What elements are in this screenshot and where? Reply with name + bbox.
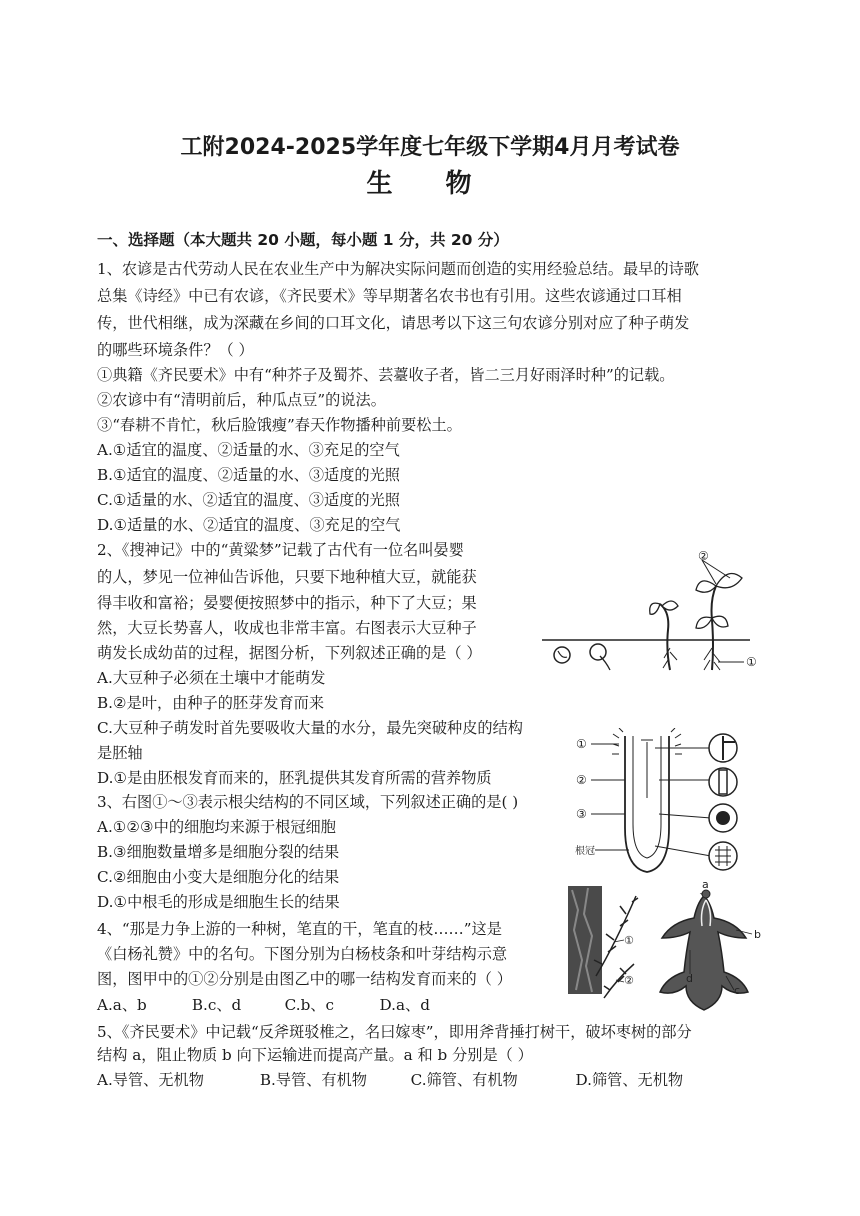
poplar-figure (566, 880, 772, 1030)
q3-option-b: B.③细胞数量增多是细胞分裂的结果 (97, 843, 340, 861)
label-branch-2: ② (624, 974, 634, 987)
q2-line: 2、《搜神记》中的“黄粱梦”记载了古代有一位名叫晏婴 (97, 541, 464, 559)
q3-option-a: A.①②③中的细胞均来源于根冠细胞 (97, 818, 336, 836)
seed-stage-3 (650, 601, 678, 670)
q2-line: 萌发长成幼苗的过程，据图分析，下列叙述正确的是（ ） (97, 644, 482, 662)
label-d: d (686, 972, 693, 985)
label-region-1: ① (576, 737, 587, 751)
q1-option-b: B.①适宜的温度、②适量的水、③适度的光照 (97, 466, 400, 484)
label-2: ② (698, 549, 709, 563)
label-c: c (734, 984, 741, 997)
q4-option-a: A.a、b (97, 996, 147, 1014)
q3-option-d: D.①中根毛的形成是细胞生长的结果 (97, 893, 340, 911)
q1-line: 总集《诗经》中已有农谚，《齐民要术》等早期著名农书也有引用。这些农谚通过口耳相 (97, 287, 682, 305)
q2-option-d: D.①是由胚根发育而来的，胚乳提供其发育所需的营养物质 (97, 769, 492, 787)
seed-stage-1 (554, 647, 570, 663)
subject-title: 生 物 (366, 169, 494, 199)
q2-line: 然，大豆长势喜人，收成也非常丰富。右图表示大豆种子 (97, 619, 477, 637)
q1-line: 1、农谚是古代劳动人民在农业生产中为解决实际问题而创造的实用经验总结。最早的诗歌 (97, 260, 699, 278)
label-b: b (754, 928, 761, 941)
root-tip-figure (575, 728, 765, 876)
q2-option-c: C.大豆种子萌发时首先要吸收大量的水分，最先突破种皮的结构 (97, 719, 523, 737)
q1-option-c: C.①适量的水、②适宜的温度、③适度的光照 (97, 491, 400, 509)
q1-option-a: A.①适宜的温度、②适量的水、③充足的空气 (97, 441, 400, 459)
label-a: a (702, 880, 709, 891)
q4-option-d: D.a、d (379, 996, 430, 1014)
q5-options (97, 1073, 683, 1088)
q5-option-a: A.导管、无机物 (97, 1071, 204, 1089)
q4-line: 《白杨礼赞》中的名句。下图分别为白杨枝条和叶芽结构示意 (97, 945, 508, 963)
label-region-3: ③ (576, 807, 587, 821)
q3-option-c: C.②细胞由小变大是细胞分化的结果 (97, 868, 340, 886)
section-heading: 一、选择题（本大题共 20 小题，每小题 1 分，共 20 分） (97, 231, 509, 249)
cell-zone-3 (709, 804, 737, 832)
cell-zone-2 (709, 768, 737, 796)
q4-option-b: B.c、d (191, 996, 242, 1014)
q4-line: 4、“那是力争上游的一种树，笔直的干，笔直的枝……”这是 (97, 920, 502, 938)
q2-line: 得丰收和富裕；晏婴便按照梦中的指示，种下了大豆；果 (97, 594, 477, 612)
label-root-cap: 根冠 (575, 846, 595, 857)
q5-option-c: C.筛管、有机物 (410, 1071, 518, 1089)
q2-line: 的人，梦见一位神仙告诉他，只要下地种植大豆，就能获 (97, 568, 477, 586)
q5-option-d: D.筛管、无机物 (575, 1071, 684, 1089)
exam-title: 工附2024-2025学年度七年级下学期4月月考试卷 (180, 135, 680, 160)
q5-line: 结构 a，阻止物质 b 向下运输进而提高产量。a 和 b 分别是（ ） (97, 1046, 533, 1064)
q1-line: ①典籍《齐民要术》中有“种芥子及蜀芥、芸薹收子者，皆二三月好雨泽时种”的记载。 (97, 366, 675, 384)
q2-option-a: A.大豆种子必须在土壤中才能萌发 (97, 669, 326, 687)
label-branch-1: ① (624, 934, 634, 947)
q1-line: ②农谚中有“清明前后，种瓜点豆”的说法。 (97, 391, 386, 409)
seed-stage-2 (590, 644, 610, 670)
q2-option-b: B.②是叶，由种子的胚芽发育而来 (97, 694, 325, 712)
q4-option-c: C.b、c (284, 996, 334, 1014)
q1-line: 传，世代相继，成为深藏在乡间的口耳文化，请思考以下这三句农谚分别对应了种子萌发 (97, 314, 690, 332)
q1-option-d: D.①适量的水、②适宜的温度、③充足的空气 (97, 516, 401, 534)
seed-stage-4 (696, 574, 742, 671)
label-region-2: ② (576, 773, 587, 787)
q5-option-b: B.导管、有机物 (259, 1071, 367, 1089)
q2-option-c-cont: 是胚轴 (97, 744, 143, 762)
q3-stem: 3、右图①～③表示根尖结构的不同区域，下列叙述正确的是( ) (97, 793, 519, 811)
label-1: ① (746, 655, 757, 669)
q1-line: ③“春耕不肯忙，秋后脸饿瘦”春天作物播种前要松土。 (97, 416, 462, 434)
q5-line: 5、《齐民要术》中记载“反斧斑驳椎之，名曰嫁枣”，即用斧背捶打树干，破坏枣树的部分 (97, 1023, 692, 1041)
cell-zone-cap (709, 842, 737, 870)
soybean-germination-figure (540, 548, 770, 678)
q1-line: 的哪些环境条件？（ ） (97, 341, 254, 359)
q4-options (97, 998, 430, 1013)
q4-line: 图，图甲中的①②分别是由图乙中的哪一结构发育而来的（ ） (97, 970, 512, 988)
cell-zone-1 (709, 734, 737, 762)
